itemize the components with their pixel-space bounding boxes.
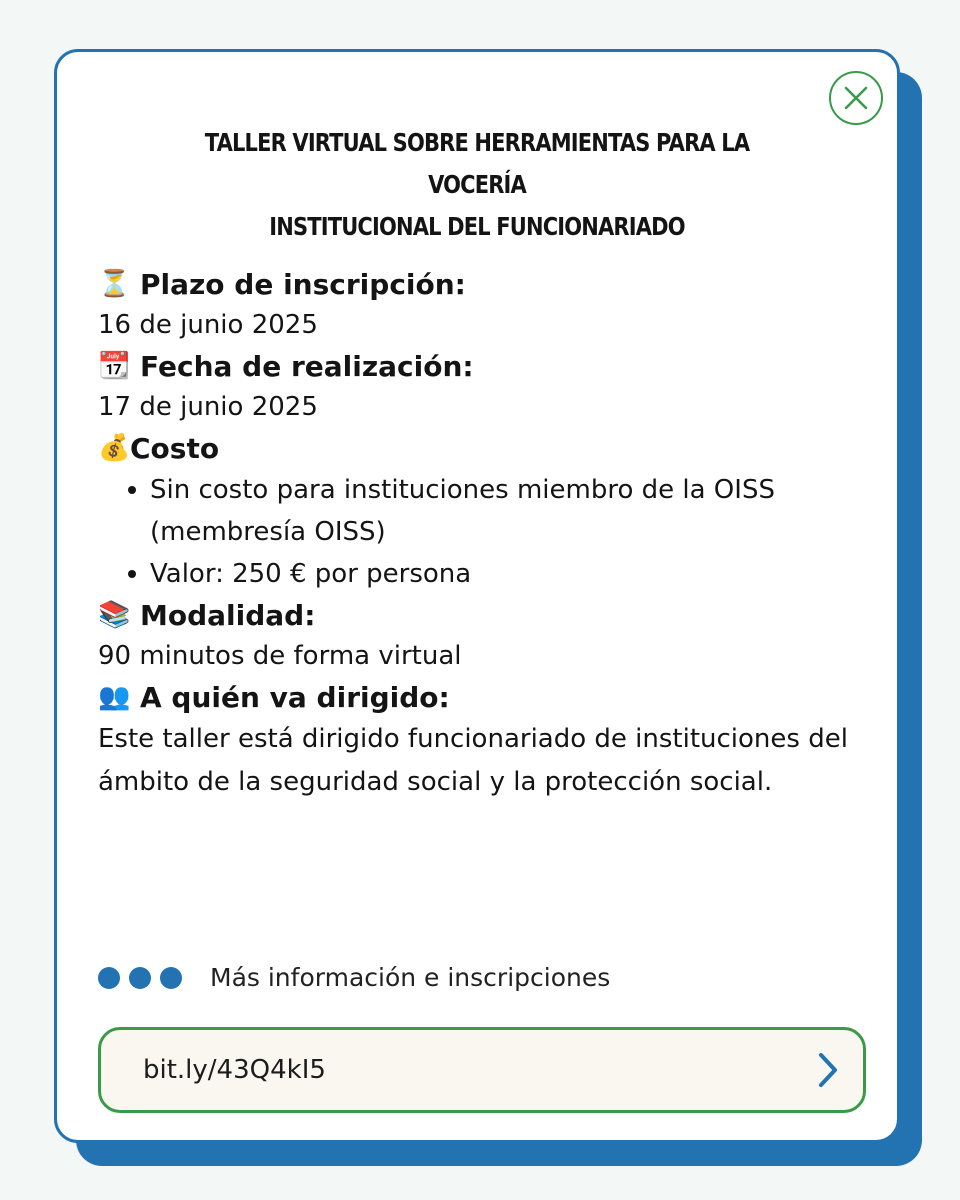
books-icon: 📚: [98, 600, 131, 630]
money-bag-icon: 💰: [98, 433, 131, 463]
costo-list: [98, 469, 878, 595]
plazo-heading: [98, 264, 878, 305]
close-x-icon: [842, 84, 870, 112]
link-text: bit.ly/43Q4kI5: [143, 1055, 326, 1085]
list-item: Sin costo para instituciones miembro de la OISS (membresía OISS): [128, 469, 878, 553]
chevron-right-icon: [815, 1051, 841, 1089]
dot-icon: [160, 967, 182, 989]
registration-link[interactable]: [98, 1027, 866, 1113]
more-info-row: [98, 963, 610, 992]
title-line-2: INSTITUCIONAL DEL FUNCIONARIADO: [269, 212, 685, 241]
calendar-icon: 📆: [98, 351, 131, 381]
costo-heading: [98, 428, 878, 469]
dot-icon: [129, 967, 151, 989]
plazo-value: 16 de junio 2025: [98, 310, 318, 340]
modalidad-label: Modalidad:: [140, 599, 316, 632]
dot-icon: [98, 967, 120, 989]
fecha-value: 17 de junio 2025: [98, 392, 318, 422]
dirigido-value: Este taller está dirigido funcionariado de instituciones del ámbito de la seguridad social y la protección social.: [98, 724, 848, 797]
fecha-heading: [98, 346, 878, 387]
people-icon: 👥: [98, 682, 131, 712]
hourglass-icon: ⏳: [98, 269, 131, 299]
info-card: [54, 49, 900, 1143]
details-body: [98, 264, 878, 804]
title-line-1: TALLER VIRTUAL SOBRE HERRAMIENTAS PARA LA VOCERÍA: [204, 128, 750, 199]
close-button[interactable]: [829, 71, 883, 125]
more-info-label: Más información e inscripciones: [210, 963, 611, 992]
dirigido-label: A quién va dirigido:: [140, 681, 450, 714]
list-item: Valor: 250 € por persona: [128, 553, 878, 595]
fecha-label: Fecha de realización:: [140, 350, 474, 383]
modalidad-value: 90 minutos de forma virtual: [98, 641, 462, 671]
page-title: [175, 122, 780, 248]
dirigido-heading: [98, 677, 878, 718]
costo-label: Costo: [130, 432, 220, 465]
modalidad-heading: [98, 595, 878, 636]
plazo-label: Plazo de inscripción:: [140, 268, 466, 301]
